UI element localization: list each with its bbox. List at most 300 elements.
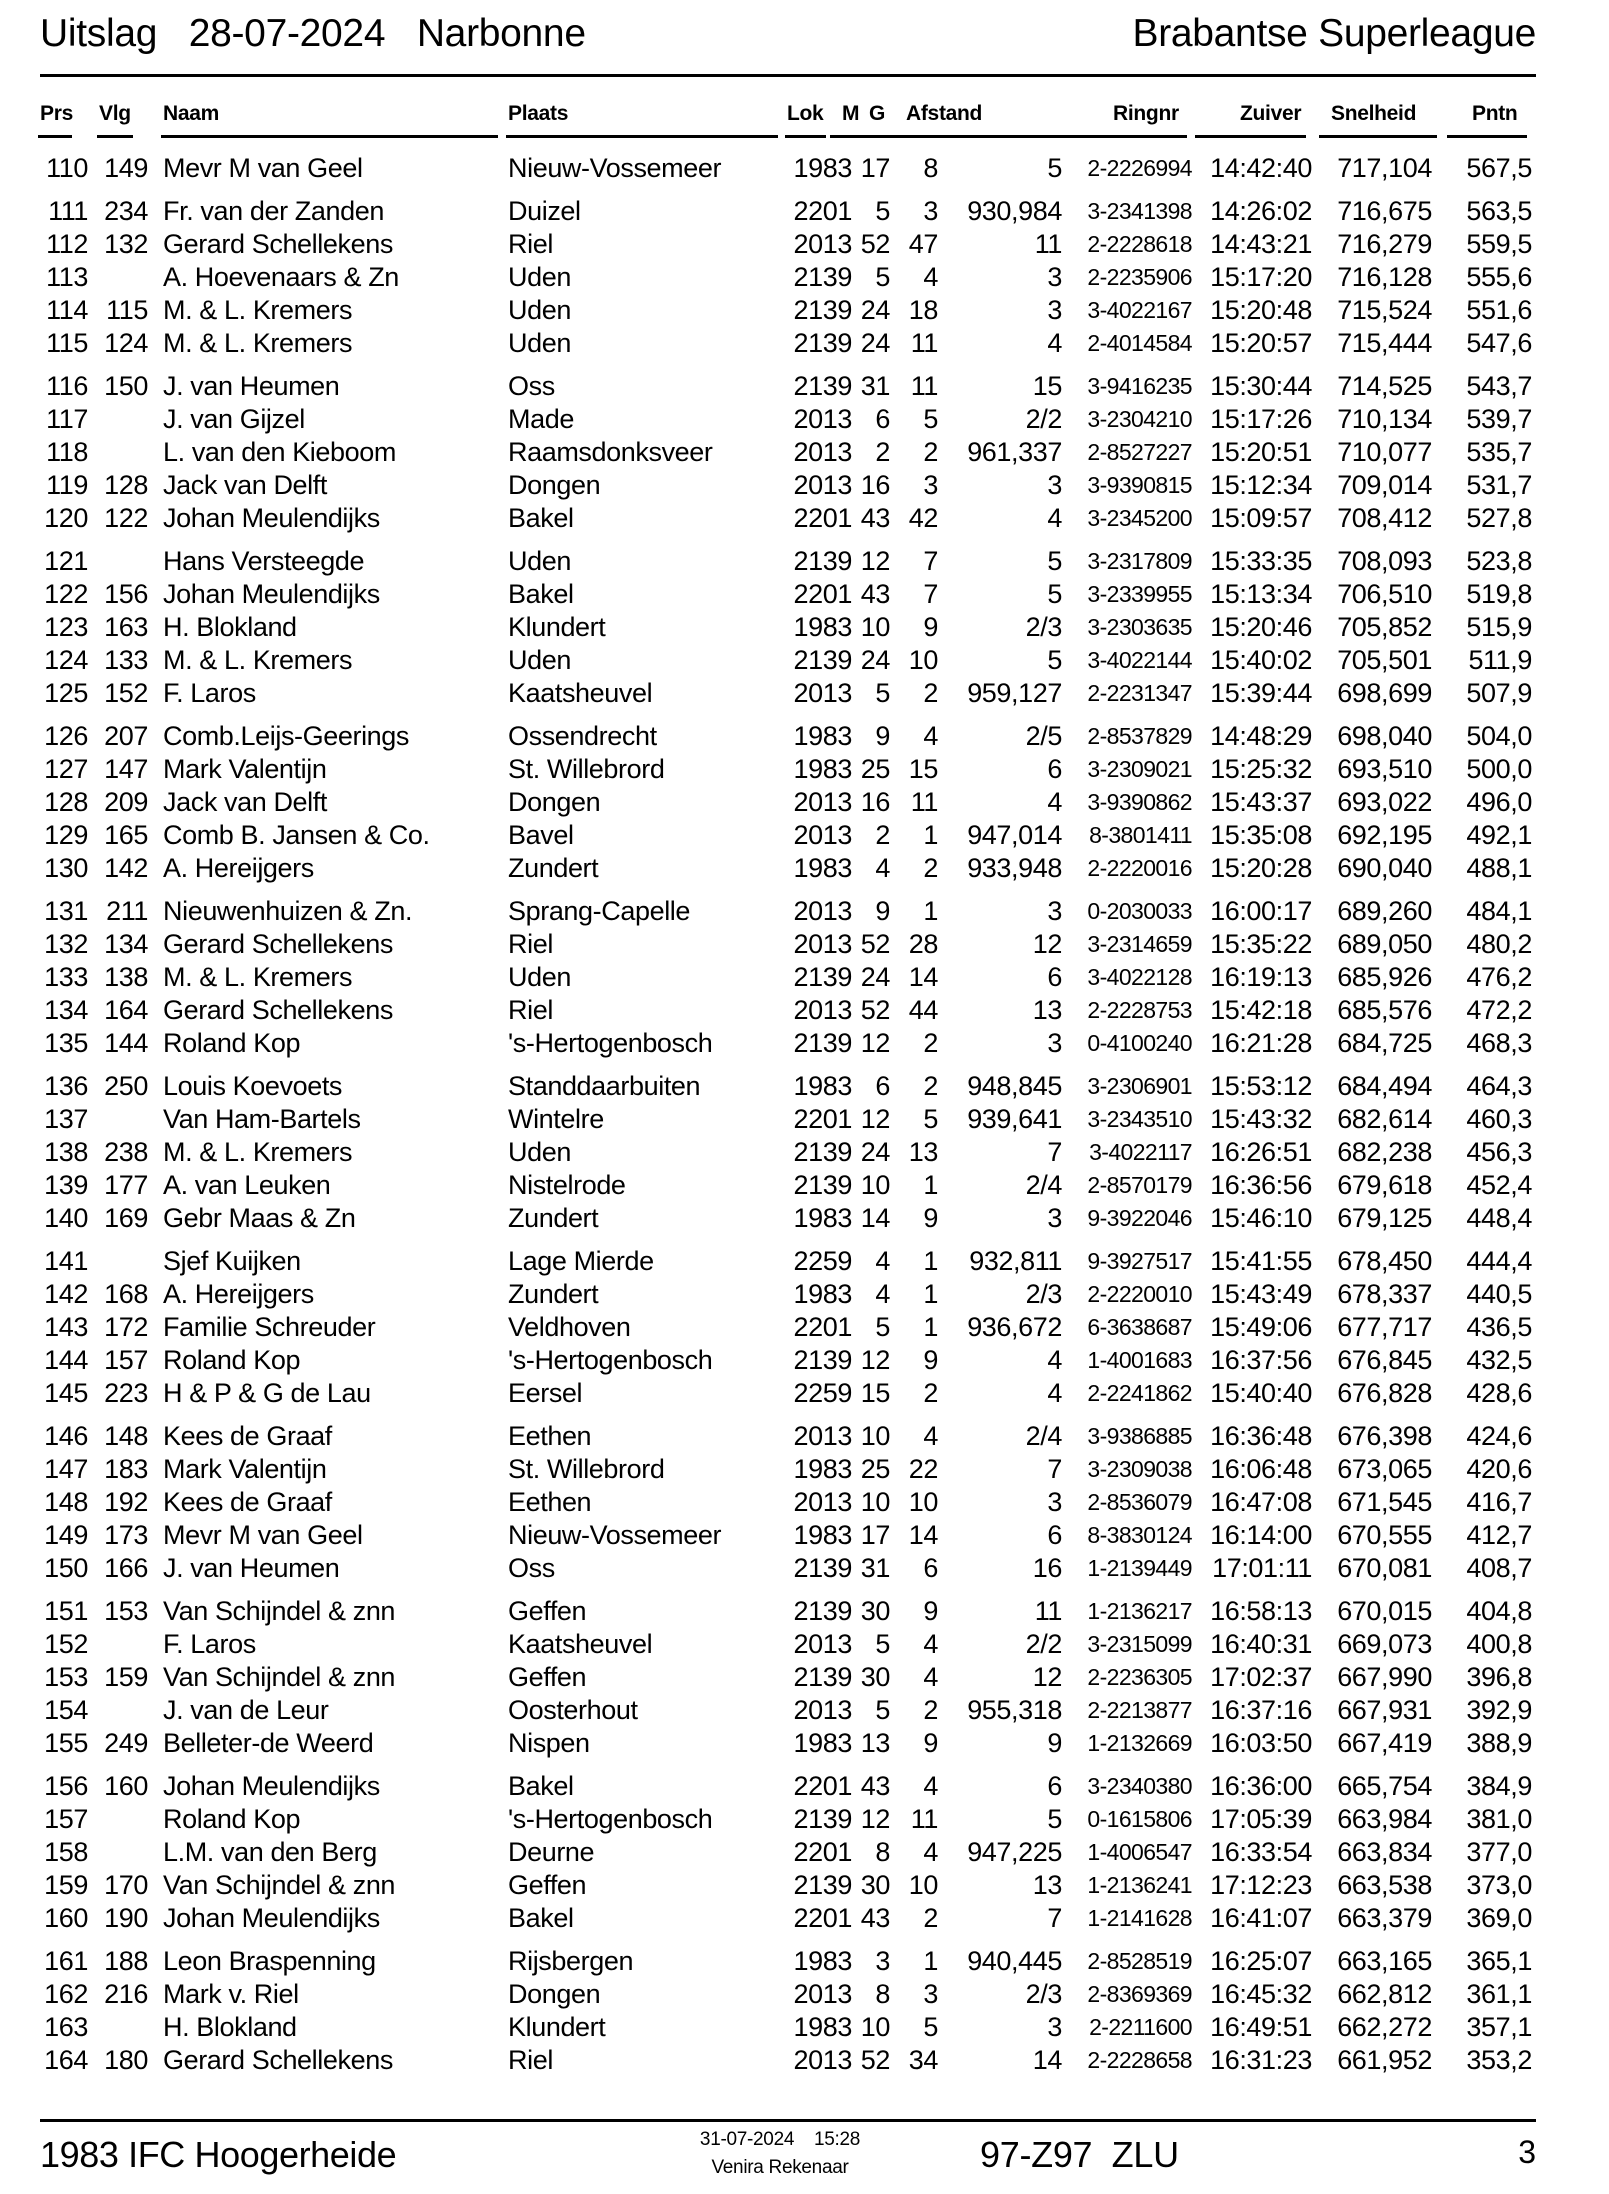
- cell-lok: 1983: [793, 1946, 852, 1977]
- cell-naam: Roland Kop: [163, 1345, 301, 1376]
- cell-afstand: 2/4: [1025, 1421, 1062, 1452]
- cell-zuiver: 15:20:28: [1210, 853, 1312, 883]
- cell-ringnr: 1-2136217: [1087, 1598, 1192, 1625]
- cell-zuiver: 16:00:17: [1210, 896, 1312, 927]
- cell-m: 52: [860, 929, 890, 960]
- cell-pntn: 361,1: [1466, 1979, 1532, 2010]
- table-row: [0, 261, 1609, 294]
- cell-prs: 130: [44, 853, 88, 883]
- cell-ringnr: 1-2132669: [1087, 1730, 1192, 1756]
- cell-plaats: Bavel: [508, 820, 574, 851]
- table-row: [0, 1486, 1609, 1519]
- cell-ringnr: 2-2231347: [1087, 680, 1192, 706]
- cell-lok: 2201: [793, 1771, 852, 1802]
- cell-afstand: 936,672: [967, 1312, 1062, 1343]
- cell-naam: Van Schijndel & znn: [163, 1596, 396, 1627]
- cell-lok: 2139: [793, 546, 852, 577]
- col-underline: [506, 135, 778, 138]
- cell-m: 10: [860, 2012, 890, 2043]
- table-row: [0, 1836, 1609, 1869]
- cell-vlg: 238: [104, 1137, 148, 1168]
- cell-pntn: 369,0: [1466, 1903, 1532, 1933]
- footer-software: Venira Rekenaar: [711, 2157, 849, 2178]
- cell-vlg: 147: [104, 754, 148, 785]
- cell-g: 9: [923, 1203, 938, 1233]
- cell-g: 10: [908, 1870, 938, 1901]
- cell-plaats: Kaatsheuvel: [508, 678, 653, 708]
- table-row: [0, 994, 1609, 1027]
- cell-g: 1: [923, 1312, 938, 1343]
- cell-zuiver: 16:25:07: [1210, 1946, 1312, 1977]
- cell-vlg: 183: [104, 1454, 148, 1485]
- cell-plaats: Uden: [508, 962, 571, 993]
- cell-g: 44: [908, 995, 938, 1026]
- cell-lok: 2013: [793, 1979, 852, 2010]
- cell-naam: M. & L. Kremers: [163, 295, 353, 326]
- cell-lok: 2013: [793, 1695, 852, 1726]
- cell-snelheid: 698,699: [1337, 678, 1432, 708]
- cell-naam: M. & L. Kremers: [163, 1137, 353, 1168]
- cell-ringnr: 2-2228658: [1087, 2047, 1192, 2074]
- cell-m: 24: [860, 1137, 890, 1168]
- cell-zuiver: 14:43:21: [1210, 229, 1312, 260]
- cell-m: 4: [875, 1246, 890, 1277]
- cell-ringnr: 1-2136241: [1087, 1872, 1192, 1899]
- cell-ringnr: 3-9390815: [1087, 472, 1192, 499]
- cell-ringnr: 2-2226994: [1087, 155, 1192, 181]
- cell-ringnr: 0-4100240: [1087, 1030, 1192, 1056]
- cell-pntn: 420,6: [1466, 1454, 1532, 1485]
- cell-naam: F. Laros: [163, 678, 256, 708]
- cell-vlg: 152: [104, 678, 148, 708]
- cell-prs: 140: [44, 1203, 88, 1233]
- cell-prs: 147: [44, 1454, 88, 1485]
- cell-plaats: Dongen: [508, 787, 601, 818]
- cell-lok: 2013: [793, 820, 852, 851]
- cell-zuiver: 15:46:10: [1210, 1203, 1312, 1233]
- cell-plaats: Bakel: [508, 1771, 574, 1802]
- cell-lok: 2139: [793, 962, 852, 993]
- cell-afstand: 14: [1032, 2045, 1062, 2076]
- cell-prs: 145: [44, 1378, 88, 1408]
- cell-m: 9: [875, 721, 890, 752]
- cell-naam: Roland Kop: [163, 1804, 301, 1835]
- cell-g: 15: [908, 754, 938, 785]
- table-row: [0, 1628, 1609, 1661]
- cell-lok: 2013: [793, 929, 852, 960]
- cell-m: 12: [860, 546, 890, 577]
- cell-pntn: 416,7: [1466, 1487, 1532, 1518]
- cell-snelheid: 693,022: [1337, 787, 1432, 818]
- cell-pntn: 567,5: [1466, 153, 1532, 183]
- table-row: [0, 403, 1609, 436]
- cell-lok: 2013: [793, 678, 852, 708]
- cell-plaats: 's-Hertogenbosch: [508, 1804, 713, 1835]
- cell-g: 4: [923, 721, 938, 752]
- cell-g: 2: [923, 853, 938, 883]
- cell-naam: M. & L. Kremers: [163, 645, 353, 676]
- cell-g: 11: [910, 328, 938, 358]
- cell-snelheid: 685,576: [1337, 995, 1432, 1026]
- cell-lok: 2013: [793, 404, 852, 435]
- cell-afstand: 2/3: [1025, 1279, 1062, 1310]
- cell-naam: L. van den Kieboom: [163, 437, 396, 468]
- cell-prs: 125: [44, 678, 88, 708]
- cell-afstand: 933,948: [967, 853, 1062, 883]
- cell-vlg: 249: [104, 1728, 148, 1758]
- cell-g: 2: [923, 678, 938, 708]
- table-row: [0, 819, 1609, 852]
- cell-m: 2: [875, 820, 890, 851]
- cell-prs: 136: [44, 1071, 88, 1102]
- col-underline: [785, 135, 826, 138]
- header-divider: [40, 74, 1536, 77]
- cell-afstand: 5: [1047, 153, 1062, 183]
- cell-pntn: 559,5: [1466, 229, 1532, 260]
- cell-prs: 142: [44, 1279, 88, 1310]
- cell-vlg: 168: [104, 1279, 148, 1310]
- cell-naam: Gerard Schellekens: [163, 995, 393, 1026]
- cell-ringnr: 2-2211600: [1089, 2014, 1192, 2041]
- cell-m: 15: [860, 1378, 890, 1408]
- cell-g: 2: [923, 1071, 938, 1102]
- col-underline: [161, 135, 498, 138]
- cell-prs: 138: [44, 1137, 88, 1168]
- cell-g: 28: [908, 929, 938, 960]
- cell-naam: Johan Meulendijks: [163, 579, 380, 610]
- cell-lok: 2013: [793, 437, 852, 468]
- cell-naam: Belleter-de Weerd: [163, 1728, 374, 1758]
- cell-afstand: 11: [1034, 229, 1062, 260]
- cell-pntn: 523,8: [1466, 546, 1532, 577]
- cell-lok: 2013: [793, 1629, 852, 1660]
- cell-snelheid: 673,065: [1337, 1454, 1432, 1485]
- cell-g: 9: [923, 612, 938, 643]
- cell-g: 3: [923, 1979, 938, 2010]
- col-underline: [830, 135, 860, 138]
- cell-vlg: 192: [104, 1487, 148, 1518]
- cell-afstand: 948,845: [967, 1071, 1062, 1102]
- cell-prs: 123: [44, 612, 88, 643]
- cell-plaats: Nieuw-Vossemeer: [508, 153, 722, 183]
- cell-plaats: Bakel: [508, 1903, 574, 1933]
- cell-ringnr: 3-2304210: [1087, 406, 1192, 433]
- cell-vlg: 122: [104, 503, 148, 533]
- cell-naam: H. Blokland: [163, 612, 297, 643]
- cell-g: 5: [923, 1104, 938, 1135]
- cell-lok: 2139: [793, 328, 852, 358]
- cell-prs: 146: [44, 1421, 88, 1452]
- table-row: [0, 611, 1609, 644]
- cell-pntn: 492,1: [1466, 820, 1532, 851]
- cell-snelheid: 716,675: [1337, 196, 1432, 227]
- cell-lok: 2139: [793, 1662, 852, 1693]
- col-header-g: G: [869, 102, 886, 125]
- cell-prs: 144: [44, 1345, 88, 1376]
- table-row: [0, 1978, 1609, 2011]
- cell-naam: H & P & G de Lau: [163, 1378, 371, 1408]
- cell-zuiver: 16:58:13: [1210, 1596, 1312, 1627]
- cell-afstand: 3: [1047, 896, 1062, 927]
- cell-plaats: Duizel: [508, 196, 581, 227]
- cell-zuiver: 16:03:50: [1210, 1728, 1312, 1758]
- table-row: [0, 928, 1609, 961]
- cell-vlg: 128: [104, 470, 148, 501]
- cell-zuiver: 15:43:49: [1210, 1279, 1312, 1310]
- cell-m: 4: [875, 853, 890, 883]
- cell-naam: Jack van Delft: [163, 787, 327, 818]
- cell-zuiver: 14:42:40: [1210, 153, 1312, 183]
- cell-m: 10: [860, 1421, 890, 1452]
- cell-plaats: Sprang-Capelle: [508, 896, 691, 927]
- table-row: [0, 502, 1609, 535]
- cell-snelheid: 682,614: [1337, 1104, 1432, 1135]
- cell-m: 5: [875, 1312, 890, 1343]
- cell-g: 14: [908, 1520, 938, 1551]
- cell-afstand: 5: [1047, 579, 1062, 610]
- footer-print-datetime: 31-07-2024 15:28: [699, 2129, 861, 2150]
- cell-ringnr: 3-2340380: [1087, 1773, 1192, 1800]
- cell-afstand: 6: [1047, 1520, 1062, 1551]
- cell-afstand: 2/2: [1025, 1629, 1062, 1660]
- cell-plaats: Ossendrecht: [508, 721, 657, 752]
- cell-prs: 160: [44, 1903, 88, 1933]
- cell-pntn: 428,6: [1466, 1378, 1532, 1408]
- cell-afstand: 6: [1047, 962, 1062, 993]
- cell-naam: Mark Valentijn: [163, 1454, 327, 1485]
- cell-snelheid: 710,134: [1337, 404, 1432, 435]
- cell-naam: Van Schijndel & znn: [163, 1662, 396, 1693]
- col-header-pntn: Pntn: [1472, 102, 1518, 125]
- cell-g: 4: [923, 262, 938, 293]
- cell-ringnr: 3-9390862: [1087, 789, 1192, 816]
- table-row: [0, 1070, 1609, 1103]
- cell-naam: Johan Meulendijks: [163, 1903, 380, 1933]
- cell-plaats: Dongen: [508, 470, 601, 501]
- cell-snelheid: 667,931: [1337, 1695, 1432, 1726]
- table-row: [0, 677, 1609, 710]
- cell-g: 9: [923, 1596, 938, 1627]
- cell-vlg: 132: [104, 229, 148, 260]
- cell-vlg: 169: [104, 1203, 148, 1233]
- cell-prs: 121: [44, 546, 88, 577]
- cell-afstand: 2/4: [1025, 1170, 1062, 1201]
- cell-naam: Gerard Schellekens: [163, 2045, 393, 2076]
- footer-club-name: 1983 IFC Hoogerheide: [40, 2134, 397, 2175]
- cell-afstand: 955,318: [967, 1695, 1062, 1726]
- cell-snelheid: 679,618: [1337, 1170, 1432, 1201]
- cell-naam: H. Blokland: [163, 2012, 297, 2043]
- cell-pntn: 555,6: [1466, 262, 1532, 293]
- cell-afstand: 2/5: [1025, 721, 1062, 752]
- cell-lok: 1983: [793, 1454, 852, 1485]
- cell-zuiver: 15:20:57: [1210, 328, 1312, 358]
- cell-m: 30: [860, 1596, 890, 1627]
- cell-m: 17: [860, 153, 890, 183]
- cell-lok: 2013: [793, 787, 852, 818]
- cell-lok: 2139: [793, 1596, 852, 1627]
- cell-pntn: 468,3: [1466, 1028, 1532, 1058]
- cell-pntn: 500,0: [1466, 754, 1532, 785]
- cell-prs: 150: [44, 1553, 88, 1583]
- col-header-lok: Lok: [787, 102, 824, 125]
- cell-ringnr: 2-2228753: [1087, 997, 1192, 1024]
- cell-prs: 120: [44, 503, 88, 533]
- cell-plaats: Deurne: [508, 1837, 595, 1868]
- cell-g: 2: [923, 1695, 938, 1726]
- table-row: [0, 152, 1609, 185]
- cell-prs: 162: [44, 1979, 88, 2010]
- cell-ringnr: 2-8528519: [1087, 1948, 1192, 1975]
- cell-g: 4: [923, 1771, 938, 1802]
- cell-afstand: 7: [1047, 1903, 1062, 1933]
- cell-lok: 1983: [793, 612, 852, 643]
- cell-vlg: 164: [104, 995, 148, 1026]
- cell-snelheid: 716,128: [1337, 262, 1432, 293]
- cell-zuiver: 16:33:54: [1210, 1837, 1312, 1868]
- cell-m: 43: [860, 1771, 890, 1802]
- table-row: [0, 1344, 1609, 1377]
- cell-afstand: 7: [1047, 1137, 1062, 1168]
- cell-ringnr: 3-2309038: [1087, 1456, 1192, 1483]
- cell-ringnr: 3-2309021: [1087, 756, 1192, 783]
- cell-plaats: Rijsbergen: [508, 1946, 634, 1977]
- cell-zuiver: 15:09:57: [1210, 503, 1312, 533]
- cell-naam: Mevr M van Geel: [163, 153, 363, 183]
- cell-m: 31: [860, 371, 890, 402]
- cell-naam: Gerard Schellekens: [163, 229, 393, 260]
- cell-prs: 151: [44, 1596, 88, 1627]
- cell-lok: 2139: [793, 1137, 852, 1168]
- cell-ringnr: 2-2236305: [1087, 1664, 1192, 1691]
- cell-prs: 122: [44, 579, 88, 610]
- cell-vlg: 150: [104, 371, 148, 402]
- cell-pntn: 436,5: [1466, 1312, 1532, 1343]
- cell-snelheid: 677,717: [1337, 1312, 1432, 1343]
- cell-lok: 2259: [793, 1246, 852, 1277]
- cell-snelheid: 698,040: [1337, 721, 1432, 752]
- cell-lok: 1983: [793, 853, 852, 883]
- cell-naam: Gebr Maas & Zn: [163, 1203, 356, 1233]
- cell-ringnr: 8-3830124: [1087, 1522, 1192, 1549]
- cell-snelheid: 690,040: [1337, 853, 1432, 883]
- cell-vlg: 190: [104, 1903, 148, 1933]
- cell-m: 8: [875, 1837, 890, 1868]
- cell-plaats: Riel: [508, 995, 553, 1026]
- cell-naam: L.M. van den Berg: [163, 1837, 377, 1868]
- cell-plaats: Wintelre: [508, 1104, 604, 1135]
- cell-zuiver: 15:42:18: [1210, 995, 1312, 1026]
- cell-snelheid: 667,419: [1337, 1728, 1432, 1758]
- cell-vlg: 124: [104, 328, 148, 358]
- cell-plaats: 's-Hertogenbosch: [508, 1345, 713, 1376]
- cell-prs: 154: [44, 1695, 88, 1726]
- cell-lok: 2013: [793, 2045, 852, 2076]
- cell-vlg: 144: [104, 1028, 148, 1058]
- cell-pntn: 563,5: [1466, 196, 1532, 227]
- col-header-plaats: Plaats: [508, 102, 569, 125]
- cell-zuiver: 15:13:34: [1210, 579, 1312, 610]
- cell-lok: 1983: [793, 153, 852, 183]
- cell-lok: 1983: [793, 1728, 852, 1758]
- cell-zuiver: 16:45:32: [1210, 1979, 1312, 2010]
- cell-lok: 2201: [793, 1104, 852, 1135]
- cell-zuiver: 17:12:23: [1210, 1870, 1312, 1901]
- cell-prs: 119: [46, 470, 88, 501]
- cell-afstand: 11: [1034, 1596, 1062, 1627]
- cell-lok: 2201: [793, 1903, 852, 1933]
- cell-snelheid: 682,238: [1337, 1137, 1432, 1168]
- cell-vlg: 211: [106, 896, 148, 927]
- table-row: [0, 2011, 1609, 2044]
- cell-naam: J. van de Leur: [163, 1695, 329, 1726]
- cell-g: 11: [910, 1804, 938, 1835]
- cell-lok: 2139: [793, 1170, 852, 1201]
- cell-ringnr: 2-8369369: [1087, 1981, 1192, 2008]
- cell-naam: J. van Heumen: [163, 1553, 340, 1583]
- cell-zuiver: 16:47:08: [1210, 1487, 1312, 1518]
- cell-ringnr: 3-2341398: [1087, 198, 1192, 225]
- cell-pntn: 357,1: [1466, 2012, 1532, 2043]
- cell-g: 14: [908, 962, 938, 993]
- cell-ringnr: 2-2213877: [1087, 1697, 1192, 1724]
- cell-plaats: St. Willebrord: [508, 754, 665, 785]
- cell-zuiver: 16:06:48: [1210, 1454, 1312, 1485]
- cell-g: 3: [923, 470, 938, 501]
- cell-zuiver: 16:49:51: [1210, 2012, 1312, 2043]
- cell-prs: 131: [44, 896, 88, 927]
- competition-name: Brabantse Superleague: [1132, 12, 1536, 55]
- cell-plaats: Nispen: [508, 1728, 590, 1758]
- cell-pntn: 507,9: [1466, 678, 1532, 708]
- cell-pntn: 547,6: [1466, 328, 1532, 358]
- cell-m: 24: [860, 328, 890, 358]
- cell-prs: 115: [46, 328, 88, 358]
- cell-vlg: 134: [104, 929, 148, 960]
- table-row: [0, 1278, 1609, 1311]
- cell-m: 17: [860, 1520, 890, 1551]
- cell-ringnr: 1-2141628: [1087, 1905, 1192, 1931]
- cell-ringnr: 0-1615806: [1087, 1806, 1192, 1833]
- cell-g: 42: [908, 503, 938, 533]
- cell-g: 4: [923, 1662, 938, 1693]
- cell-zuiver: 16:14:00: [1210, 1520, 1312, 1551]
- cell-ringnr: 3-4022144: [1087, 647, 1192, 674]
- cell-ringnr: 2-2241862: [1087, 1380, 1192, 1406]
- cell-prs: 149: [44, 1520, 88, 1551]
- cell-lok: 2013: [793, 995, 852, 1026]
- cell-plaats: Oss: [508, 371, 555, 402]
- cell-pntn: 432,5: [1466, 1345, 1532, 1376]
- cell-naam: J. van Heumen: [163, 371, 340, 402]
- cell-pntn: 539,7: [1466, 404, 1532, 435]
- cell-g: 3: [923, 196, 938, 227]
- cell-m: 12: [860, 1345, 890, 1376]
- cell-snelheid: 684,725: [1337, 1028, 1432, 1058]
- table-row: [0, 578, 1609, 611]
- cell-plaats: Riel: [508, 2045, 553, 2076]
- cell-vlg: 207: [104, 721, 148, 752]
- cell-m: 5: [875, 1695, 890, 1726]
- cell-snelheid: 692,195: [1337, 820, 1432, 851]
- cell-lok: 2013: [793, 470, 852, 501]
- table-row: [0, 1245, 1609, 1278]
- cell-lok: 1983: [793, 1520, 852, 1551]
- cell-vlg: 173: [104, 1520, 148, 1551]
- cell-naam: F. Laros: [163, 1629, 256, 1660]
- cell-pntn: 535,7: [1466, 437, 1532, 468]
- cell-lok: 2139: [793, 1028, 852, 1058]
